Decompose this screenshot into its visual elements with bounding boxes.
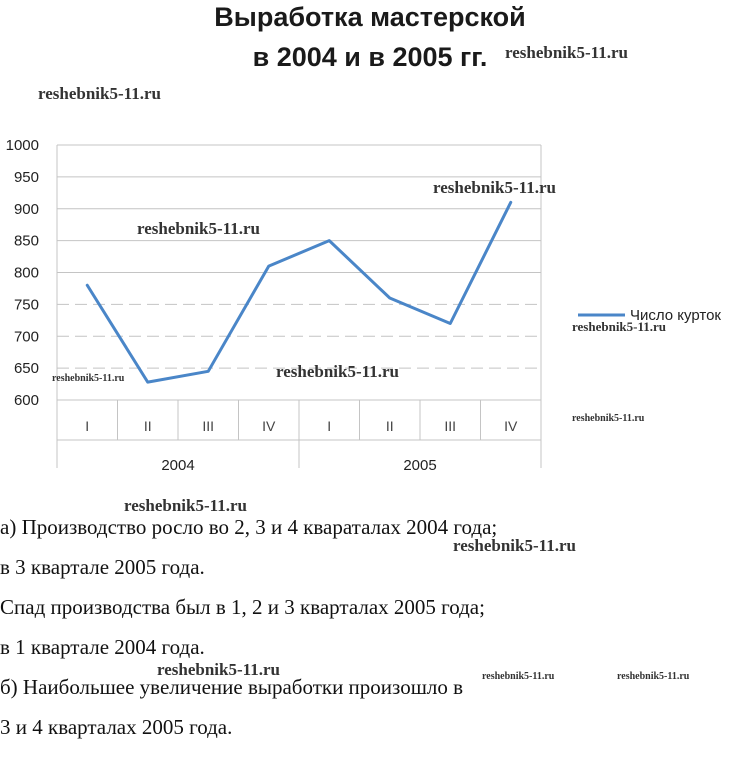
watermark-text: reshebnik5-11.ru [572, 319, 667, 334]
answer-line-5: б) Наибольшее увеличение выработки произошло в [0, 675, 464, 699]
watermark-text: reshebnik5-11.ru [572, 413, 645, 424]
y-tick-label: 1000 [5, 137, 39, 154]
x-tick-label: II [143, 418, 152, 434]
x-group-label: 2005 [403, 457, 437, 474]
y-tick-label: 850 [13, 232, 39, 250]
y-tick-label: 600 [13, 392, 39, 409]
watermark-text: reshebnik5-11.ru [453, 536, 576, 555]
x-tick-label: I [85, 418, 90, 434]
watermark-text: reshebnik5-11.ru [124, 496, 247, 515]
x-axis [57, 400, 541, 474]
answer-line-3: Спад производства был в 1, 2 и 3 кварталах 2005 года; [0, 595, 485, 619]
x-tick-label: II [385, 418, 394, 434]
watermark-text: reshebnik5-11.ru [505, 43, 628, 62]
y-tick-label: 650 [13, 360, 39, 378]
answer-text [0, 507, 741, 747]
x-group-label: 2004 [161, 457, 195, 474]
watermark-text: reshebnik5-11.ru [482, 671, 555, 682]
y-axis [6, 137, 39, 409]
chart-title-line-1: Выработка мастерской [214, 2, 526, 32]
y-tick-label: 950 [13, 168, 39, 186]
y-tick-label: 750 [13, 296, 39, 314]
watermark-text: reshebnik5-11.ru [52, 373, 125, 384]
x-tick-label: III [444, 418, 457, 434]
watermark-text: reshebnik5-11.ru [276, 362, 399, 381]
y-tick-label: 900 [13, 200, 39, 218]
y-tick-label: 700 [13, 328, 39, 346]
answer-line-6: 3 и 4 кварталах 2005 года. [0, 715, 233, 739]
watermark-text: reshebnik5-11.ru [157, 660, 280, 679]
x-tick-label: IV [504, 418, 518, 434]
answer-line-2: в 3 квартале 2005 года. [0, 555, 205, 579]
y-tick-label: 800 [13, 264, 39, 282]
watermark-text: reshebnik5-11.ru [617, 671, 690, 682]
x-tick-label: IV [262, 418, 276, 434]
x-tick-label: III [202, 418, 215, 434]
watermark-text: reshebnik5-11.ru [137, 219, 260, 238]
chart-title-line-2: в 2004 и в 2005 гг. [252, 42, 488, 72]
watermark-text: reshebnik5-11.ru [38, 84, 161, 103]
legend-label: Число курток [630, 307, 721, 324]
watermark-text: reshebnik5-11.ru [433, 178, 556, 197]
answer-line-4: в 1 квартале 2004 года. [0, 635, 205, 659]
watermarks [38, 43, 666, 424]
answer-line-1: а) Производство росло во 2, 3 и 4 квараталах 2004 года; [0, 515, 498, 539]
x-tick-label: I [327, 418, 332, 434]
